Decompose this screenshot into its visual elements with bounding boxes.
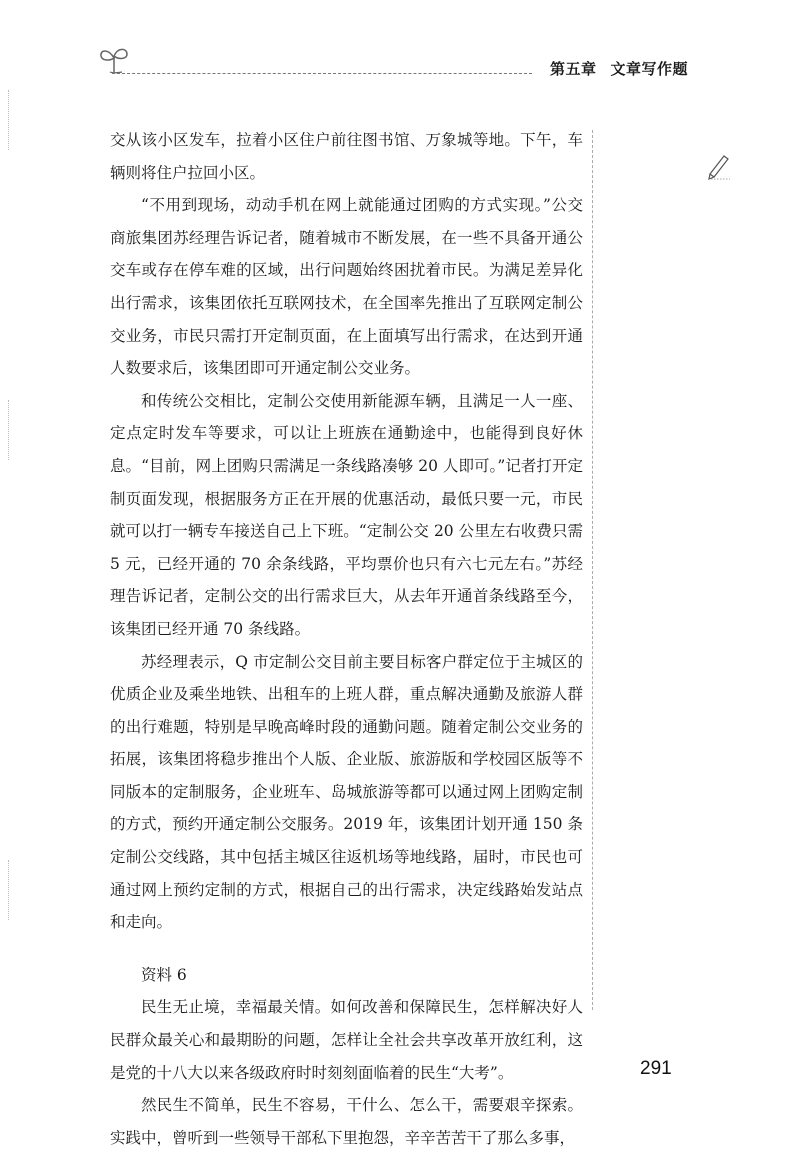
sprout-icon [96, 42, 132, 76]
paragraph: “不用到现场，动动手机在网上就能通过团购的方式实现。”公交商旅集团苏经理告诉记者，随着城市不断发展，在一些不具备开通公交车或存在停车难的区域，出行问题始终困扰着市民。为满足差异化出行需求，该集团依托互联网技术，在全国率先推出了互联网定制公交业务，市民只需打开定制页面，在上面填写出行需求，在达到开通人数要求后，该集团即可开通定制公交业务。 [110, 196, 583, 378]
paragraph: 然民生不简单，民生不容易，干什么、怎么干，需要艰辛探索。实践中，曾听到一些领导干部私下里抱怨，辛辛苦苦干了那么多事， [110, 1096, 583, 1147]
pencil-icon [706, 150, 732, 180]
margin-mark [8, 90, 11, 150]
paragraph: 苏经理表示，Q 市定制公交目前主要目标客户群定位于主城区的优质企业及乘坐地铁、出租车的上班人群，重点解决通勤及旅游人群的出行难题，特别是早晚高峰时段的通勤问题。随着定制公交业务的拓展，该集团将稳步推出个人版、企业版、旅游版和学校园区版等不同版本的定制服务，企业班车、岛城旅游等都可以通过网上团购定制的方式，预约开通定制公交服务。2019 年，该集团计划开通 150 条定制公交线路，其中包括主城区往返机场等地线路，届时，市民也可通过网上预约定制的方式，根据自己的出行需求，决定线路始发站点和走向。 [110, 652, 583, 932]
section-label: 资料 6 [141, 965, 187, 984]
margin-mark [8, 400, 11, 460]
chapter-title: 文章写作题 [610, 60, 689, 78]
paragraph: 和传统公交相比，定制公交使用新能源车辆，且满足一人一座、定点定时发车等要求，可以让上班族在通勤途中，也能得到良好休息。“目前，网上团购只需满足一条线路凑够 20 人即可。”记者打开定制页面发现，根据服务方正在开展的优惠活动，最低只要一元，市民就可以打一辆专车接送自己上下班。“定制公交 20 公里左右收费只需 5 元，已经开通的 70 余条线路，平均票价也只有六七元左右。”苏经理告诉记者，定制公交的出行需求巨大，从去年开通首条线路至今，该集团已经开通 70 条线路。 [110, 391, 583, 638]
notes-margin [592, 130, 688, 1010]
header-divider [112, 73, 532, 74]
paragraph: 交从该小区发车，拉着小区住户前往图书馆、万象城等地。下午，车辆则将住户拉回小区。 [110, 131, 583, 182]
margin-mark [8, 860, 11, 920]
article-body [110, 124, 583, 1154]
paragraph: 民生无止境，幸福最关情。如何改善和保障民生，怎样解决好人民群众最关心和最期盼的问题，怎样让全社会共享改革开放红利，这是党的十八大以来各级政府时时刻刻面临着的民生“大考”。 [110, 998, 583, 1082]
chapter-number: 第五章 [550, 60, 597, 78]
chapter-heading [550, 58, 688, 79]
page-number: 291 [640, 1058, 672, 1079]
